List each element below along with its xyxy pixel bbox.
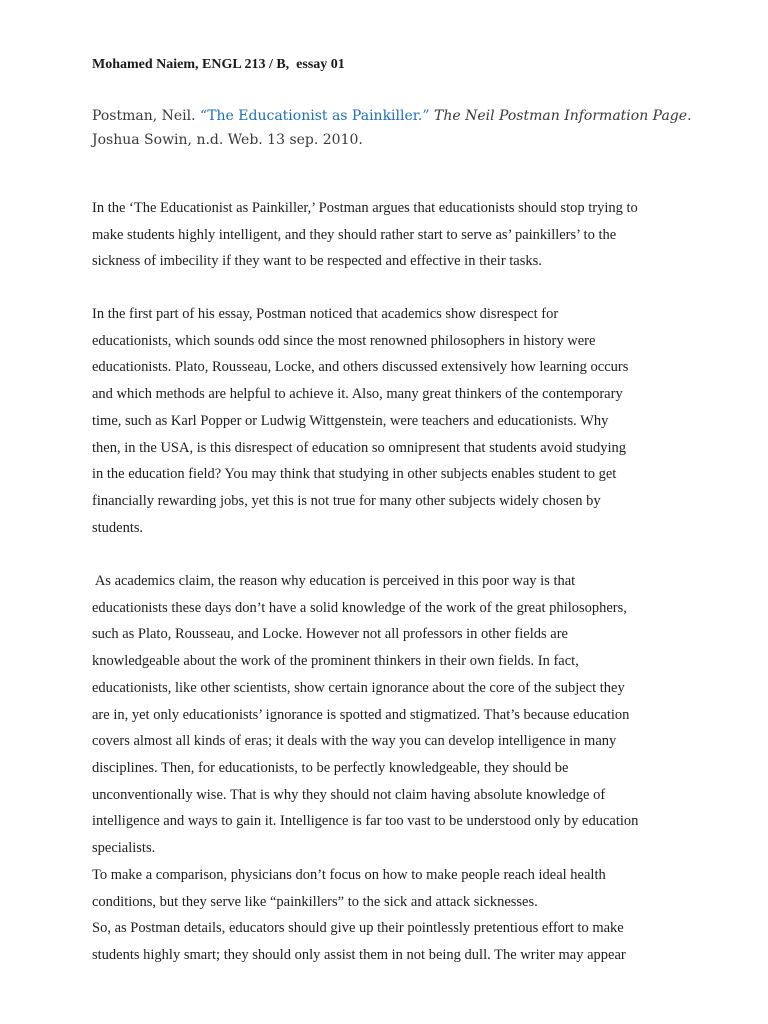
citation-article-title[interactable]: “The Educationist as Painkiller.” [200,108,430,124]
paragraph-line: In the first part of his essay, Postman noticed that academics show disrespect for [92,306,559,322]
paragraph-line: students highly smart; they should only assist them in not being dull. The writer may appear [92,947,626,964]
paragraph-line: educationists. Plato, Rousseau, Locke, and others discussed extensively how learning occurs [92,359,629,376]
paragraph-1 [92,195,692,275]
paragraph-line: intelligence and ways to gain it. Intelligence is far too vast to be understood only by education [92,813,639,830]
paragraph-line: then, in the USA, is this disrespect of education so omnipresent that students avoid studying [92,439,627,456]
citation-site-title: The Neil Postman Information Page [433,108,688,124]
paragraph-line: make students highly intelligent, and they should rather start to serve as’ painkillers’ to the [92,226,617,243]
paragraph-line: unconventionally wise. That is why they should not claim having absolute knowledge of [92,786,606,803]
paragraph-line: in the education field? You may think that studying in other subjects enables student to get [92,466,617,483]
paragraph-line: So, as Postman details, educators should give up their pointlessly pretentious effort to make [92,920,624,937]
paragraph-line: To make a comparison, physicians don’t focus on how to make people reach ideal health [92,867,606,883]
citation-line-1 [92,104,712,128]
paragraph-line: educationists these days don’t have a solid knowledge of the work of the great philosophers, [92,599,627,616]
paragraph-line: financially rewarding jobs, yet this is not true for many other subjects widely chosen by [92,492,601,509]
paragraph-line: specialists. [92,840,156,857]
paragraph-line: sickness of imbecility if they want to be respected and effective in their tasks. [92,253,542,270]
paragraph-line: educationists, like other scientists, show certain ignorance about the core of the subject they [92,679,625,696]
citation-period: . [687,108,692,124]
citation-author: Postman, Neil. [92,108,201,124]
citation [92,104,712,152]
paragraph-line: conditions, but they serve like “painkillers” to the sick and attack sicknesses. [92,893,538,910]
paragraph-line: educationists, which sounds odd since the most renowned philosophers in history were [92,332,596,349]
document-header: Mohamed Naiem, ENGL 213 / B, essay 01 [92,57,345,72]
paragraph-3 [92,568,692,862]
paragraph-4 [92,862,692,969]
paragraph-line: such as Plato, Rousseau, and Locke. However not all professors in other fields are [92,626,568,643]
paragraph-line: are in, yet only educationists’ ignorance is spotted and stigmatized. That’s because education [92,706,630,723]
citation-publisher-line: Joshua Sowin, n.d. Web. 13 sep. 2010. [92,132,363,148]
paragraph-2 [92,301,692,541]
paragraph-line: and which methods are helpful to achieve it. Also, many great thinkers of the contemporary [92,386,623,403]
paragraph-line: knowledgeable about the work of the prominent thinkers in their own fields. In fact, [92,653,579,670]
paragraph-line: As academics claim, the reason why education is perceived in this poor way is that [92,573,576,589]
paragraph-line: In the ‘The Educationist as Painkiller,’ Postman argues that educationists should stop trying to [92,200,638,216]
paragraph-line: students. [92,519,144,536]
paragraph-line: disciplines. Then, for educationists, to be perfectly knowledgeable, they should be [92,759,569,776]
paragraph-line: time, such as Karl Popper or Ludwig Wittgenstein, were teachers and educationists. Why [92,412,609,429]
paragraph-line: covers almost all kinds of eras; it deals with the way you can develop intelligence in many [92,733,617,750]
